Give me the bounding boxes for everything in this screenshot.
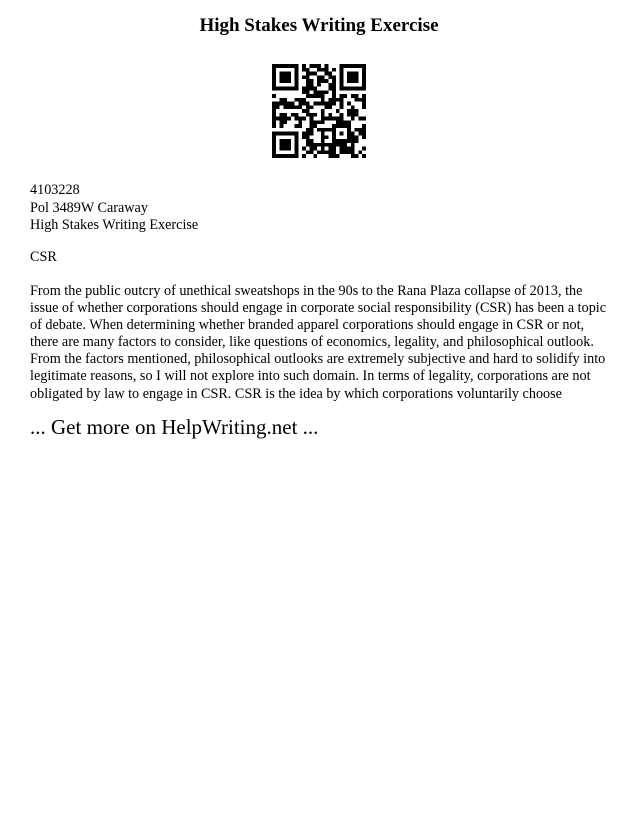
body-paragraph: [30, 283, 615, 403]
section-label: CSR: [30, 249, 57, 265]
get-more-link[interactable]: ... Get more on HelpWriting.net ...: [30, 415, 319, 439]
qr-code-icon: [272, 64, 366, 158]
body-line: there are many factors to consider, like questions of economics, legality, and philosophical outlook.: [30, 334, 594, 351]
body-line: obligated by law to engage in CSR. CSR is the idea by which corporations voluntarily choose: [30, 385, 562, 402]
page-title: High Stakes Writing Exercise: [199, 15, 439, 36]
body-line: From the factors mentioned, philosophical outlooks are extremely subjective and hard to solidify into: [30, 351, 606, 368]
body-line: of debate. When determining whether branded apparel corporations should engage in CSR or not,: [30, 317, 585, 334]
header-block: [30, 182, 610, 235]
assignment-title: High Stakes Writing Exercise: [30, 217, 199, 233]
body-line: issue of whether corporations should engage in corporate social responsibility (CSR) has been a topic: [30, 300, 607, 317]
student-id: 4103228: [30, 182, 80, 198]
body-line: legitimate reasons, so I will not explore into such domain. In terms of legality, corporations are not: [30, 368, 591, 385]
body-line: From the public outcry of unethical sweatshops in the 90s to the Rana Plaza collapse of 2013, the: [30, 283, 583, 299]
course-line: Pol 3489W Caraway: [30, 199, 148, 216]
